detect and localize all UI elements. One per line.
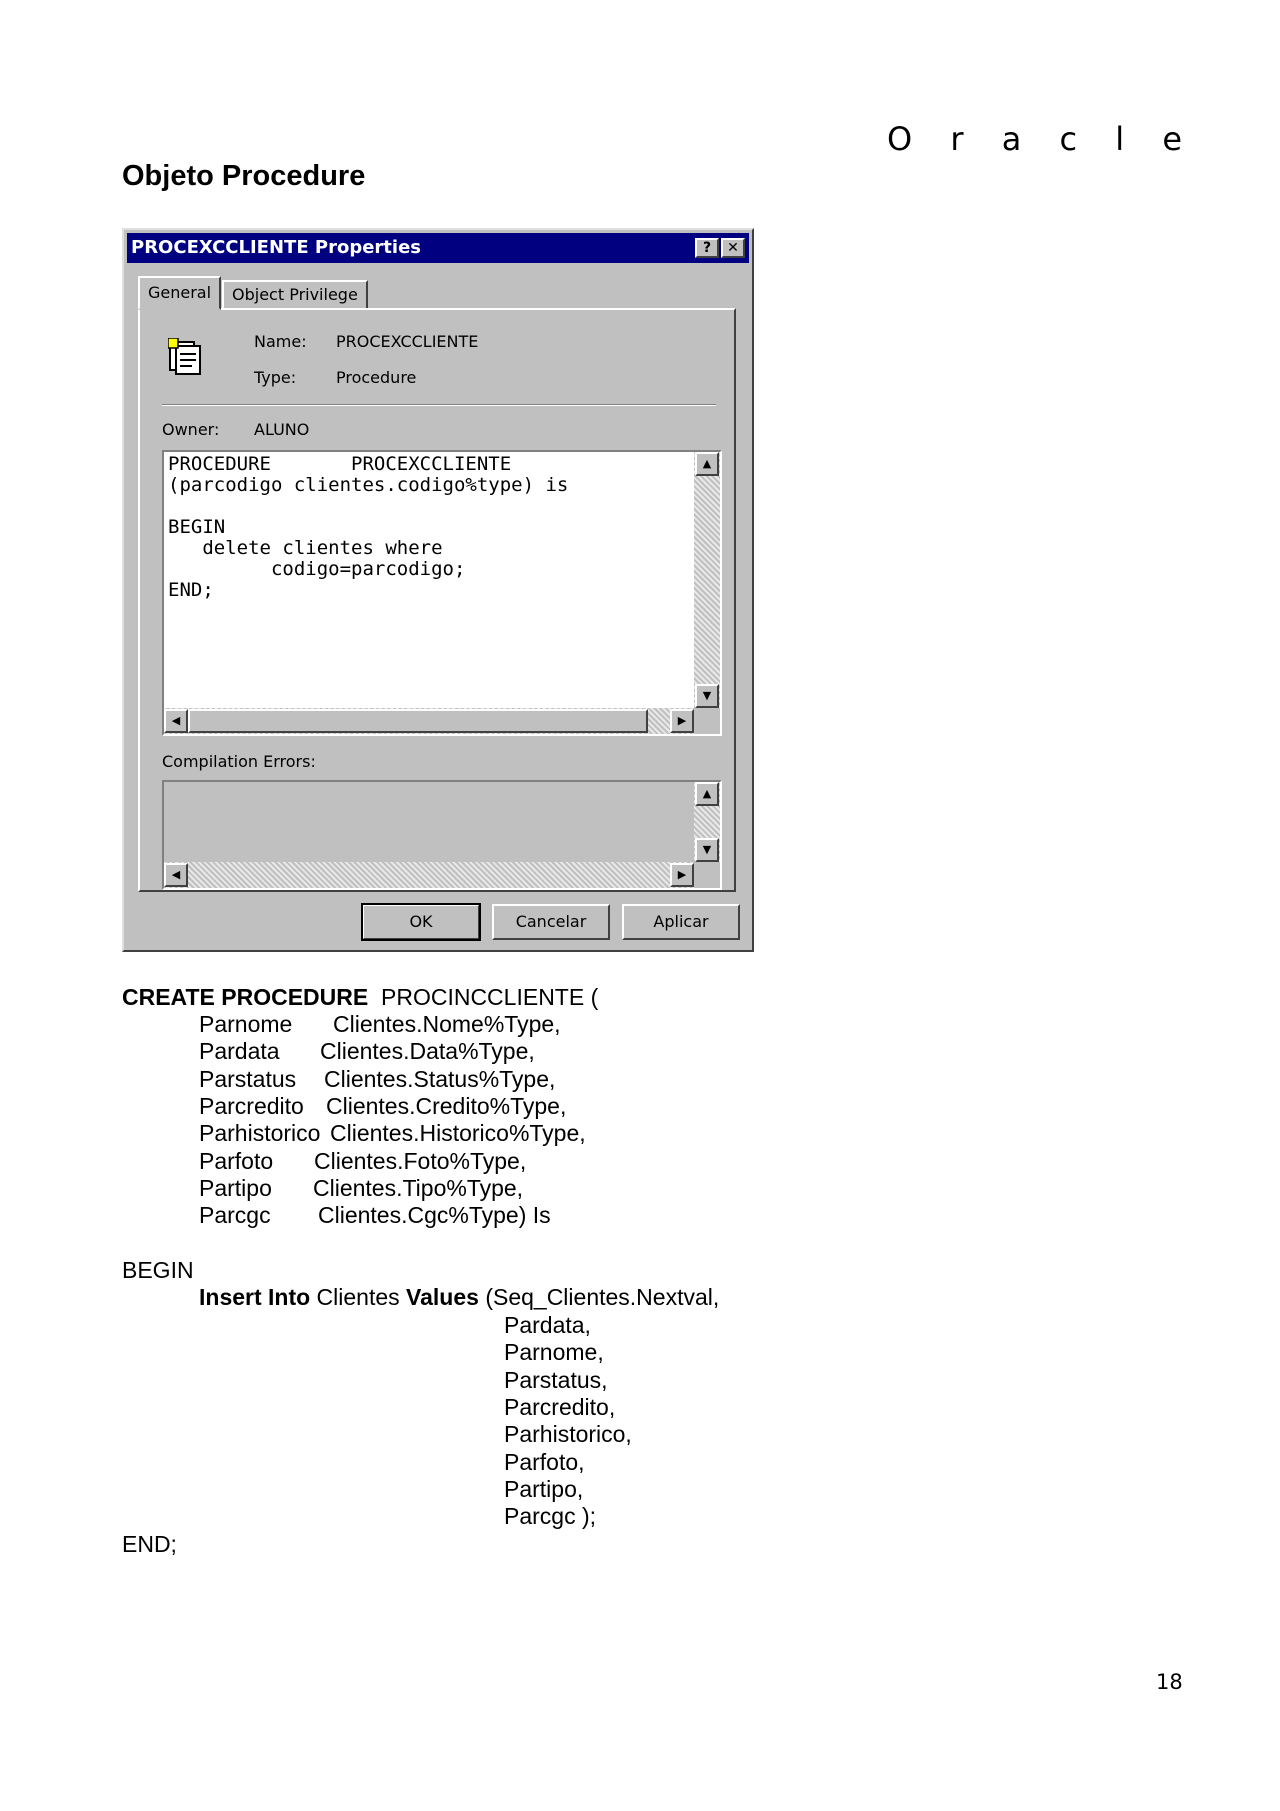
header-brand: O r a c l e (887, 120, 1196, 158)
values-keyword: Values (406, 1284, 479, 1310)
close-button[interactable]: ✕ (721, 238, 745, 258)
help-button[interactable]: ? (695, 238, 719, 258)
name-label: Name: (254, 332, 307, 351)
param-name: Partipo (199, 1175, 272, 1201)
apply-button[interactable]: Aplicar (622, 904, 740, 940)
param-type: Clientes.Nome%Type, (333, 1011, 561, 1037)
first-value: (Seq_Clientes.Nextval, (478, 1284, 720, 1310)
errors-scroll-corner (694, 862, 720, 888)
errors-scroll-down-button[interactable]: ▼ (695, 838, 719, 862)
param-name: Pardata (199, 1038, 280, 1064)
value-item: Parfoto, (504, 1449, 585, 1475)
scroll-down-button[interactable]: ▼ (695, 684, 719, 708)
param-type: Clientes.Data%Type, (320, 1038, 535, 1064)
insert-statement (199, 1284, 719, 1311)
value-item: Pardata, (504, 1312, 591, 1338)
param-name: Parfoto (199, 1148, 274, 1174)
properties-dialog (122, 228, 754, 952)
owner-value: ALUNO (254, 420, 310, 439)
source-code-editor[interactable] (162, 450, 722, 736)
dialog-titlebar (127, 233, 749, 263)
create-procedure-keyword: CREATE PROCEDURE (122, 984, 369, 1010)
param-name: Parcgc (199, 1202, 271, 1228)
param-type: Clientes.Cgc%Type) Is (318, 1202, 551, 1228)
param-name: Parcredito (199, 1093, 304, 1119)
tab-panel-general (138, 308, 736, 892)
value-item: Parcredito, (504, 1394, 616, 1420)
type-value: Procedure (336, 368, 417, 387)
compilation-errors-label: Compilation Errors: (162, 752, 316, 771)
errors-scroll-up-button[interactable]: ▲ (695, 782, 719, 806)
param-type: Clientes.Credito%Type, (326, 1093, 567, 1119)
scroll-up-button[interactable]: ▲ (695, 452, 719, 476)
ok-button[interactable]: OK (362, 904, 480, 940)
param-type: Clientes.Tipo%Type, (313, 1175, 524, 1201)
value-item: Parstatus, (504, 1367, 608, 1393)
procedure-name: PROCINCCLIENTE ( (368, 984, 599, 1010)
param-type: Clientes.Historico%Type, (330, 1120, 586, 1146)
value-item: Parcgc ); (504, 1503, 597, 1529)
table-name: Clientes (310, 1284, 407, 1310)
tab-general[interactable]: General (138, 276, 221, 310)
errors-scroll-right-button[interactable]: ▶ (670, 863, 694, 887)
create-procedure-header (122, 984, 598, 1011)
value-item: Partipo, (504, 1476, 584, 1502)
scroll-left-button[interactable]: ◀ (164, 709, 188, 733)
value-item: Parhistorico, (504, 1421, 632, 1447)
scroll-thumb[interactable] (188, 709, 648, 733)
errors-scroll-left-button[interactable]: ◀ (164, 863, 188, 887)
name-value: PROCEXCCLIENTE (336, 332, 479, 351)
separator (162, 404, 716, 406)
source-horizontal-scrollbar[interactable] (164, 708, 694, 734)
source-vertical-scrollbar[interactable] (694, 452, 720, 708)
compilation-errors-box[interactable] (162, 780, 722, 890)
scroll-corner (694, 708, 720, 734)
errors-vertical-scrollbar[interactable] (694, 782, 720, 862)
scroll-right-button[interactable]: ▶ (670, 709, 694, 733)
insert-keyword: Insert Into (199, 1284, 311, 1310)
value-item: Parnome, (504, 1339, 604, 1365)
param-name: Parstatus (199, 1066, 297, 1092)
cancel-button[interactable]: Cancelar (492, 904, 610, 940)
source-code[interactable]: PROCEDURE PROCEXCCLIENTE (parcodigo clientes.codigo%type) is BEGIN delete clientes where codigo=parcodigo; END; (168, 453, 569, 601)
owner-label: Owner: (162, 420, 220, 439)
errors-horizontal-scrollbar[interactable] (164, 862, 694, 888)
page-title: Objeto Procedure (122, 160, 366, 192)
dialog-title: PROCEXCCLIENTE Properties (131, 237, 421, 258)
begin-keyword: BEGIN (122, 1257, 194, 1283)
page-number: 18 (1156, 1670, 1183, 1694)
tab-object-privilege[interactable]: Object Privilege (222, 280, 368, 310)
param-type: Clientes.Status%Type, (324, 1066, 556, 1092)
end-keyword: END; (122, 1531, 177, 1557)
param-type: Clientes.Foto%Type, (314, 1148, 527, 1174)
procedure-icon (168, 338, 208, 378)
type-label: Type: (254, 368, 297, 387)
param-name: Parnome (199, 1011, 293, 1037)
param-name: Parhistorico (199, 1120, 321, 1146)
